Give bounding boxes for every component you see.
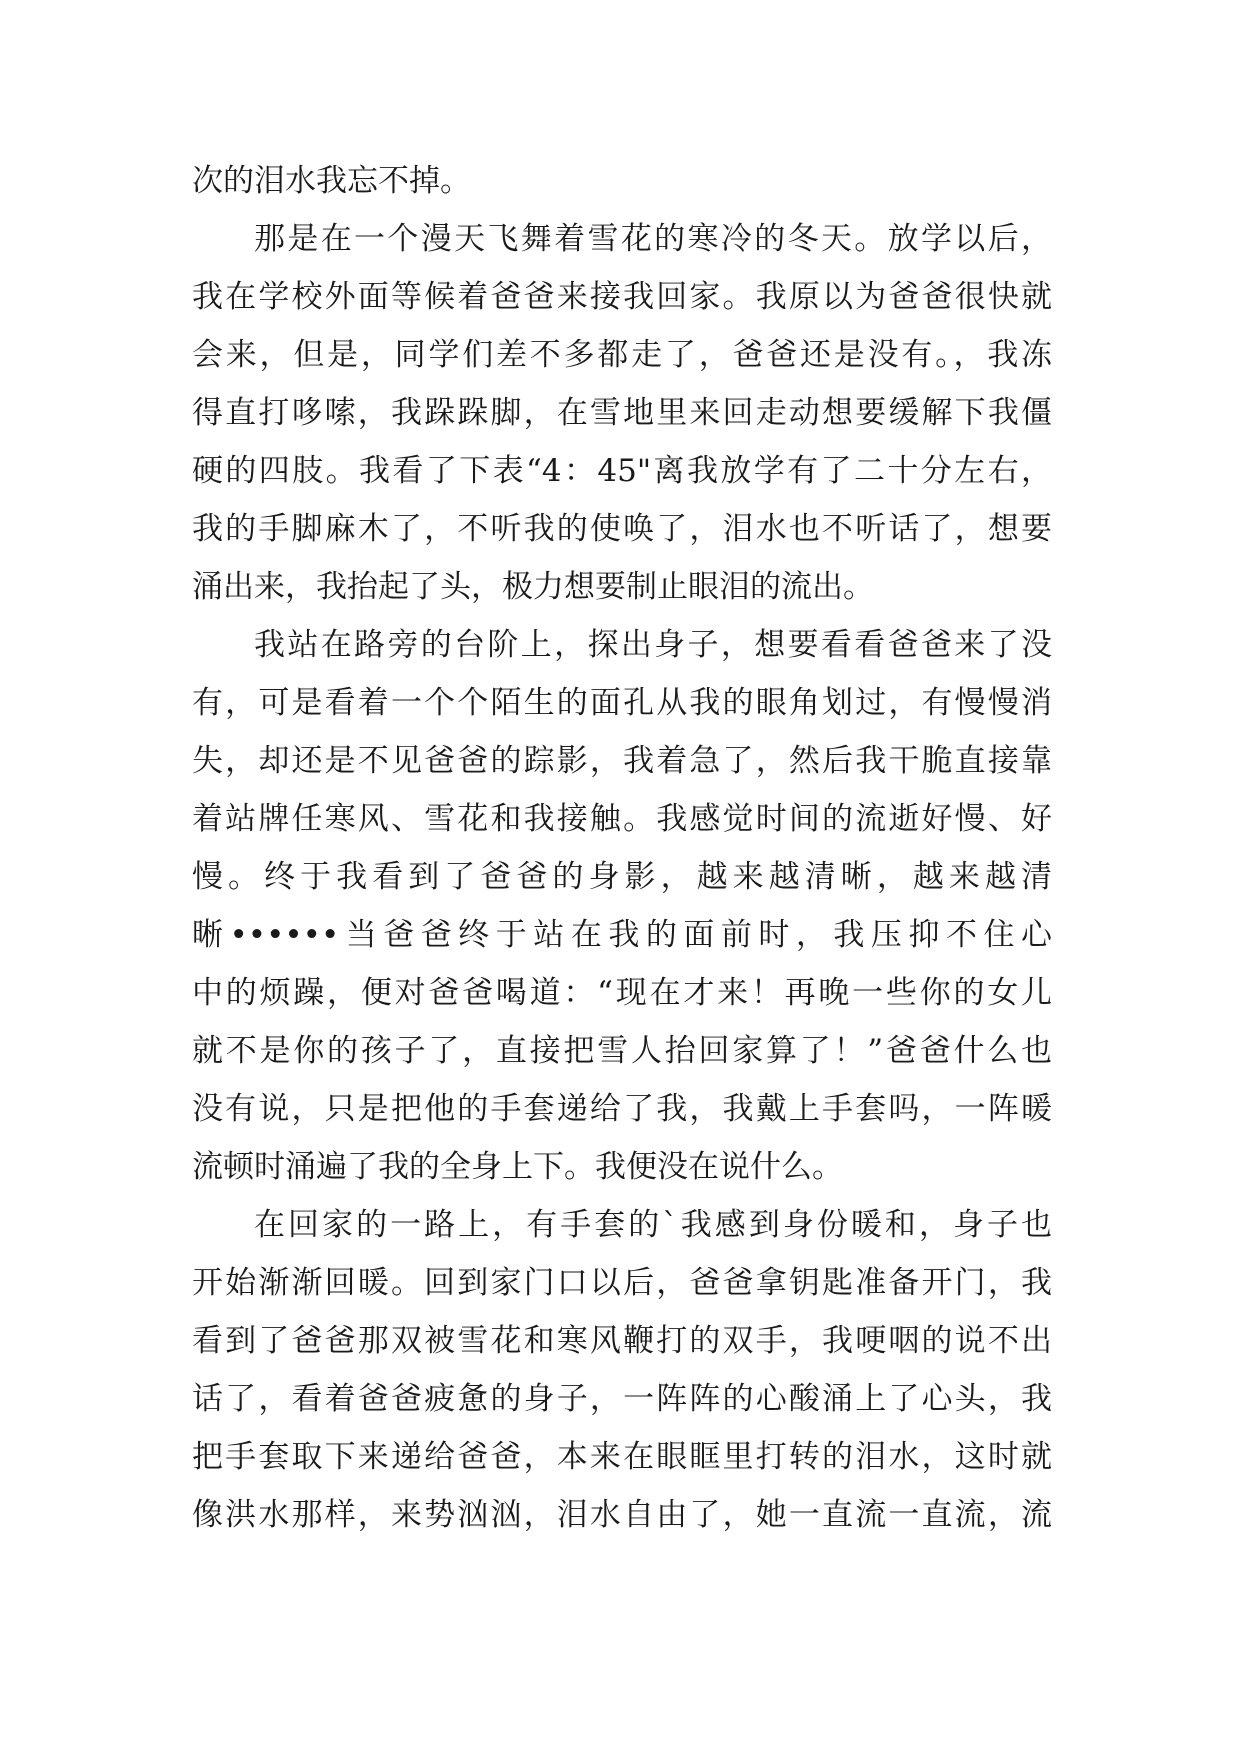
text-line: 我站在路旁的台阶上，探出身子，想要看看爸爸来了没: [254, 627, 1052, 663]
text-line: 我的手脚麻木了，不听我的使唤了，泪水也不听话了，想要: [192, 511, 1052, 547]
text-line: 像洪水那样，来势汹汹，泪水自由了，她一直流一直流，流: [192, 1497, 1052, 1533]
text-line: 有，可是看着一个个陌生的面孔从我的眼角划过，有慢慢消: [192, 685, 1052, 721]
text-line: 开始渐渐回暖。回到家门口以后，爸爸拿钥匙准备开门，我: [192, 1265, 1052, 1301]
paragraph: [192, 1196, 1052, 1544]
paragraph: [192, 616, 1052, 1196]
text-line: 看到了爸爸那双被雪花和寒风鞭打的双手，我哽咽的说不出: [192, 1323, 1052, 1359]
text-line: 得直打哆嗦，我跺跺脚，在雪地里来回走动想要缓解下我僵: [192, 395, 1052, 431]
text-line: 没有说，只是把他的手套递给了我，我戴上手套吗，一阵暖: [192, 1091, 1052, 1127]
text-line: 会来，但是，同学们差不多都走了，爸爸还是没有。，我冻: [192, 337, 1052, 373]
text-line: 我在学校外面等候着爸爸来接我回家。我原以为爸爸很快就: [192, 279, 1052, 315]
text-line: 硬的四肢。我看了下表“4：45"离我放学有了二十分左右，: [192, 453, 1052, 489]
text-line: 那是在一个漫天飞舞着雪花的寒冷的冬天。放学以后，: [254, 221, 1052, 257]
essay-body: [192, 152, 1052, 1544]
paragraph: [192, 210, 1052, 616]
paragraph: [192, 152, 1052, 210]
text-line: 慢。终于我看到了爸爸的身影，越来越清晰，越来越清: [192, 859, 1052, 895]
text-line: 次的泪水我忘不掉。: [192, 163, 471, 199]
text-line: 在回家的一路上，有手套的`我感到身份暖和，身子也: [254, 1207, 1052, 1243]
text-line: 把手套取下来递给爸爸，本来在眼眶里打转的泪水，这时就: [192, 1439, 1052, 1475]
text-line: 失，却还是不见爸爸的踪影，我着急了，然后我干脆直接靠: [192, 743, 1052, 779]
text-line: 话了，看着爸爸疲惫的身子，一阵阵的心酸涌上了心头，我: [192, 1381, 1052, 1417]
text-line: 中的烦躁，便对爸爸喝道：“现在才来！再晚一些你的女儿: [192, 975, 1052, 1011]
text-line: 流顿时涌遍了我的全身上下。我便没在说什么。: [192, 1149, 843, 1185]
text-line: 涌出来，我抬起了头，极力想要制止眼泪的流出。: [192, 569, 874, 605]
text-line: 就不是你的孩子了，直接把雪人抬回家算了！”爸爸什么也: [192, 1033, 1052, 1069]
text-line: 着站牌任寒风、雪花和我接触。我感觉时间的流逝好慢、好: [192, 801, 1052, 837]
text-line: 晰••••••当爸爸终于站在我的面前时，我压抑不住心: [192, 917, 1052, 953]
